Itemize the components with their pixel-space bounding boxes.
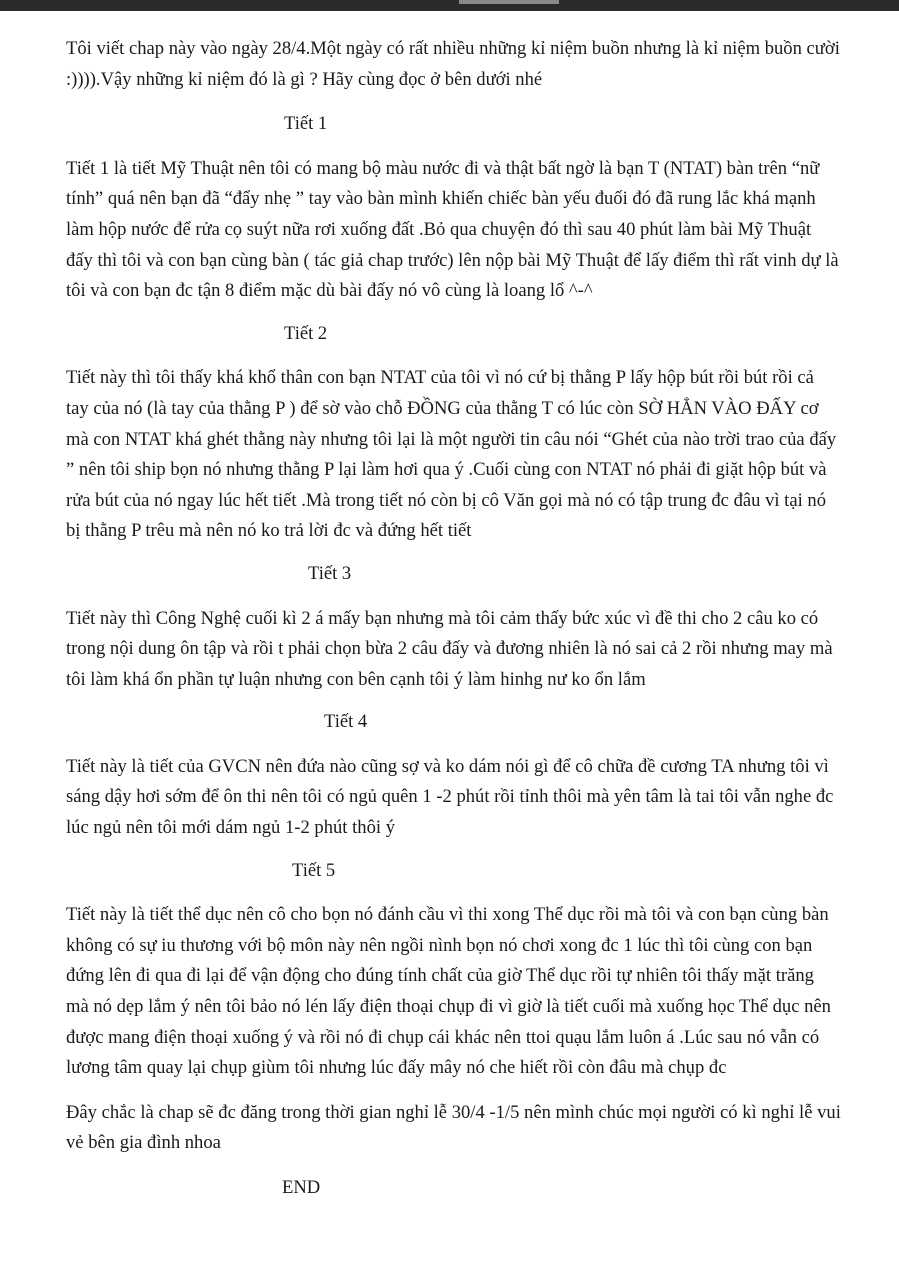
scroll-indicator[interactable] (459, 0, 559, 4)
section-heading-tiet-5: Tiết 5 (292, 859, 336, 881)
section-paragraph-tiet-3: Tiết này thì Công Nghệ cuối kì 2 á mấy bạn nhưng mà tôi cảm thấy bức xúc vì đề thi cho 2 câu ko có trong nội dung ôn tập và rồi t phải chọn bừa 2 câu đấy và đương nhiên là nó sai cả 2 rồi nhưng may mà tôi làm khá ổn phần tự luận nhưng con bên cạnh tôi ý làm hinhg nư ko ổn lắm (66, 607, 833, 690)
document-body (66, 34, 841, 1204)
section-heading-tiet-4: Tiết 4 (324, 711, 368, 733)
section-paragraph-tiet-4: Tiết này là tiết của GVCN nên đứa nào cũng sợ và ko dám nói gì để cô chữa đề cương TA nhưng tôi vì sáng dậy hơi sớm để ôn thi nên tôi có ngủ quên 1 -2 phút rồi tỉnh thôi mà yên tâm là tai tôi vẫn nghe đc lúc ngủ nên tôi mới dám ngủ 1-2 phút thôi ý (66, 755, 834, 839)
section-heading-tiet-3: Tiết 3 (308, 562, 352, 584)
intro-paragraph: Tôi viết chap này vào ngày 28/4.Một ngày có rất nhiều những kỉ niệm buồn nhưng là kỉ niệm buồn cười :)))).Vậy những kỉ niệm đó là gì ? Hãy cùng đọc ở bên dưới nhé (66, 38, 840, 90)
section-paragraph-tiet-1: Tiết 1 là tiết Mỹ Thuật nên tôi có mang bộ màu nước đi và thật bất ngờ là bạn T (NTAT) bàn trên “nữ tính” quá nên bạn đã “đẩy nhẹ ” tay vào bàn mình khiến chiếc bàn yếu đuối đó đã rung lắc khá mạnh làm hộp nước để rửa cọ suýt nữa rơi xuống đất .Bỏ qua chuyện đó thì sau 40 phút làm bài Mỹ Thuật đấy thì tôi và con bạn cùng bàn ( tác giả chap trước) lên nộp bài Mỹ Thuật để lấy điểm thì rất vinh dự là tôi và con bạn đc tận 8 điểm mặc dù bài đấy nó vô cùng là loang lổ ^-^ (66, 157, 839, 302)
end-marker: END (282, 1177, 321, 1198)
section-heading-tiet-2: Tiết 2 (284, 322, 328, 344)
viewer-top-bar (0, 0, 899, 11)
section-heading-tiet-1: Tiết 1 (284, 113, 328, 135)
section-paragraph-tiet-5: Tiết này là tiết thể dục nên cô cho bọn nó đánh cầu vì thi xong Thể dục rồi mà tôi và con bạn cùng bàn không có sự iu thương với bộ môn này nên ngồi nình bọn nó chơi xong đc 1 lúc thì tôi cùng con bạn đứng lên đi qua đi lại để vận động cho đúng tính chất của giờ Thể dục rồi tự nhiên tôi thấy mặt trăng mà nó dẹp lắm ý nên tôi bảo nó lén lấy điện thoại chụp đi vì giờ là tiết cuối mà xuống học Thể dục nên được mang điện thoại xuống ý và rồi nó đi chụp cái khác nên ttoi quạu lắm luôn á .Lúc sau nó vẫn có lương tâm quay lại chụp giùm tôi nhưng lúc đấy mây nó che hiết rồi còn đâu mà chụp đc (66, 904, 831, 1079)
section-paragraph-tiet-2: Tiết này thì tôi thấy khá khổ thân con bạn NTAT của tôi vì nó cứ bị thằng P lấy hộp bút rồi bút rồi cả tay của nó (là tay của thằng P ) để sờ vào chỗ ĐỒNG của thằng T có lúc còn SỜ HẲN VÀO ĐẤY cơ mà con NTAT khá ghét thằng này nhưng tôi lại là một người tin câu nói “Ghét của nào trời trao của đấy ” nên tôi ship bọn nó nhưng thằng P lại làm hơi qua ý .Cuối cùng con NTAT nó phải đi giặt hộp bút và rửa bút của nó ngay lúc hết tiết .Mà trong tiết nó còn bị cô Văn gọi mà nó có tập trung đc đâu vì tại nó bị thằng P trêu mà nên nó ko trả lời đc và đứng hết tiết (66, 367, 837, 542)
closing-paragraph: Đây chắc là chap sẽ đc đăng trong thời gian nghỉ lễ 30/4 -1/5 nên mình chúc mọi người có kì nghỉ lễ vui vẻ bên gia đình nhoa (66, 1101, 841, 1154)
